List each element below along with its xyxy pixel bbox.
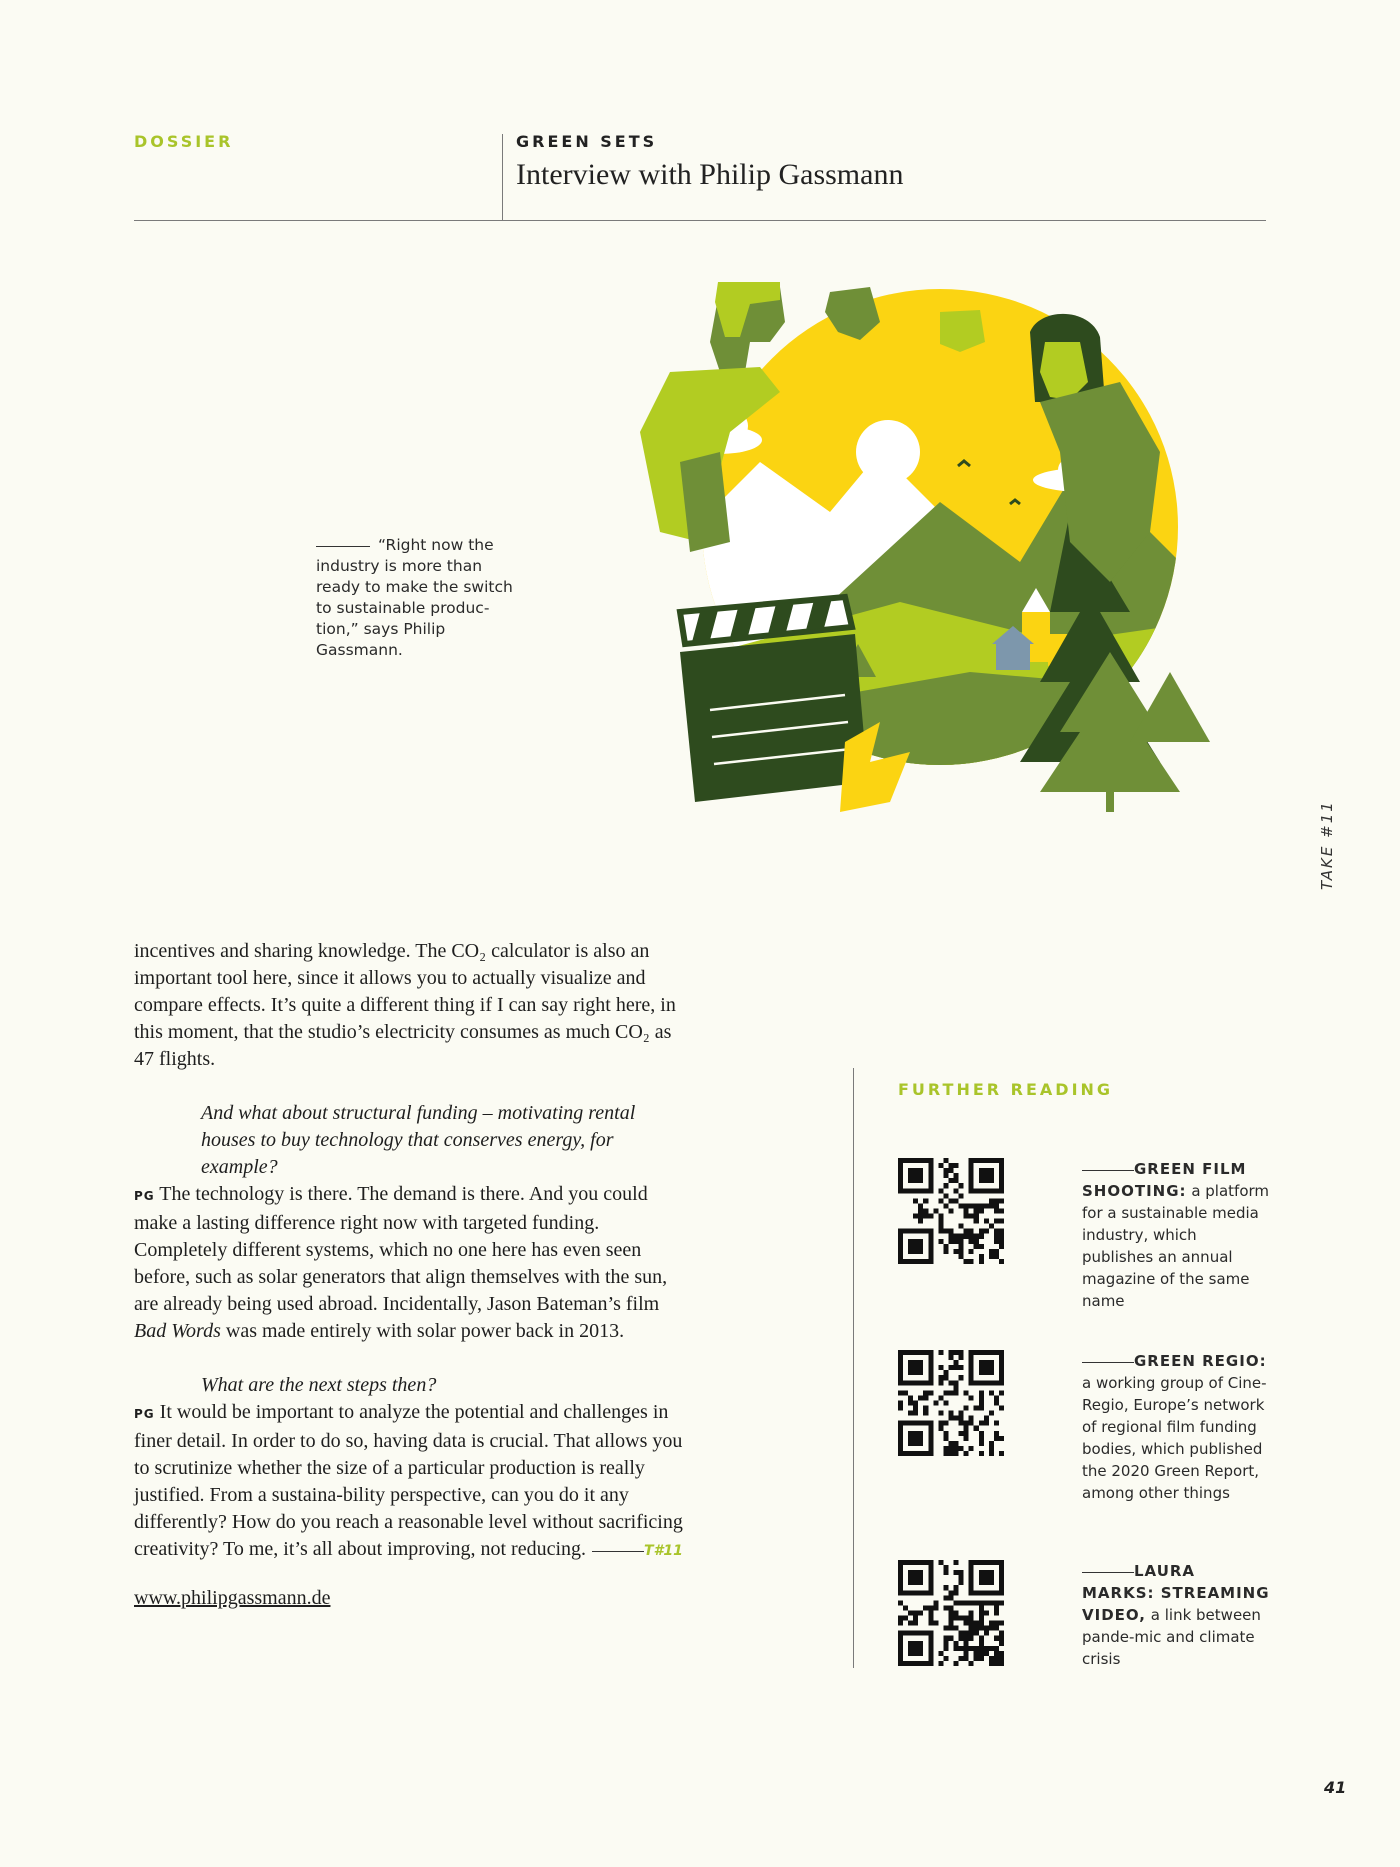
further-reading-divider	[853, 1068, 854, 1668]
qr-code-icon[interactable]	[898, 1350, 1004, 1456]
end-tag: T#11	[644, 1543, 683, 1559]
further-reading-text: LAURA MARKS: STREAMING VIDEO, a link between pande-mic and climate crisis	[1082, 1562, 1270, 1668]
header-divider-horizontal	[134, 220, 1266, 221]
section-kicker-dossier: DOSSIER	[134, 132, 234, 151]
further-reading-heading: FURTHER READING	[898, 1080, 1114, 1099]
further-reading-item	[898, 1560, 1268, 1670]
speaker-initials: PG	[134, 1407, 155, 1421]
answer-text-end: was made entirely with solar power back in 2013.	[220, 1320, 625, 1342]
paragraph: incentives and sharing knowledge. The CO₂ calculator is also an important tool here, since it allows you to actually visualize and compare effects. It’s quite a different thing if I can say right here, in this moment, that the studio’s electricity consumes as much CO₂ as 47 flights.	[134, 940, 676, 1070]
interview-answer	[134, 1399, 689, 1565]
speaker-initials: PG	[134, 1189, 155, 1203]
interview-question: What are the next steps then?	[201, 1374, 437, 1396]
further-reading-item	[898, 1158, 1270, 1310]
answer-text: It would be important to analyze the potential and challenges in finer detail. In order to do so, having data is crucial. That allows you to scrutinize whether the size of a particular production is really justified. From a sustaina-bility perspective, can you do it any differently? How do you reach a reasonable level without sacrificing creativity? To me, it’s all about improving, not reducing.	[134, 1401, 683, 1560]
image-caption	[316, 535, 526, 661]
qr-code-icon[interactable]	[898, 1560, 1004, 1666]
film-title: Bad Words	[134, 1320, 221, 1342]
green-film-set-illustration	[640, 282, 1260, 837]
header-divider-vertical	[502, 134, 503, 221]
page-title: Interview with Philip Gassmann	[516, 158, 904, 191]
caption-rule	[316, 546, 370, 547]
sun-icon	[856, 420, 920, 484]
website-link[interactable]: www.philipgassmann.de	[134, 1587, 331, 1609]
further-reading-item	[898, 1350, 1268, 1502]
end-rule	[592, 1551, 644, 1552]
clapperboard-icon	[680, 597, 868, 802]
page-number: 41	[1324, 1778, 1347, 1797]
further-reading-text: GREEN FILM SHOOTING: a platform for a sustainable media industry, which publishes an annual magazine of the same name	[1082, 1160, 1270, 1310]
answer-text: The technology is there. The demand is there. And you could make a lasting difference right now with targeted funding. Completely different systems, which no one here has even seen before, such as solar generators that align themselves with the sun, are already being used abroad. Incidentally, Jason Bateman’s film	[134, 1183, 668, 1315]
further-reading-text: GREEN REGIO: a working group of Cine-Regio, Europe’s network of regional film funding bodies, which published the 2020 Green Report, among other things	[1082, 1352, 1267, 1502]
caption-text: “Right now the industry is more than ready to make the switch to sustainable produc-tion,” says Philip Gassmann.	[316, 536, 513, 659]
qr-code-icon[interactable]	[898, 1158, 1004, 1264]
section-kicker-green-sets: GREEN SETS	[516, 132, 658, 151]
interview-question: And what about structural funding – motivating rental houses to buy technology that conserves energy, for example?	[201, 1102, 636, 1178]
side-issue-label: TAKE #11	[1318, 800, 1336, 890]
interview-answer	[134, 1181, 689, 1345]
article-body	[134, 938, 689, 1612]
